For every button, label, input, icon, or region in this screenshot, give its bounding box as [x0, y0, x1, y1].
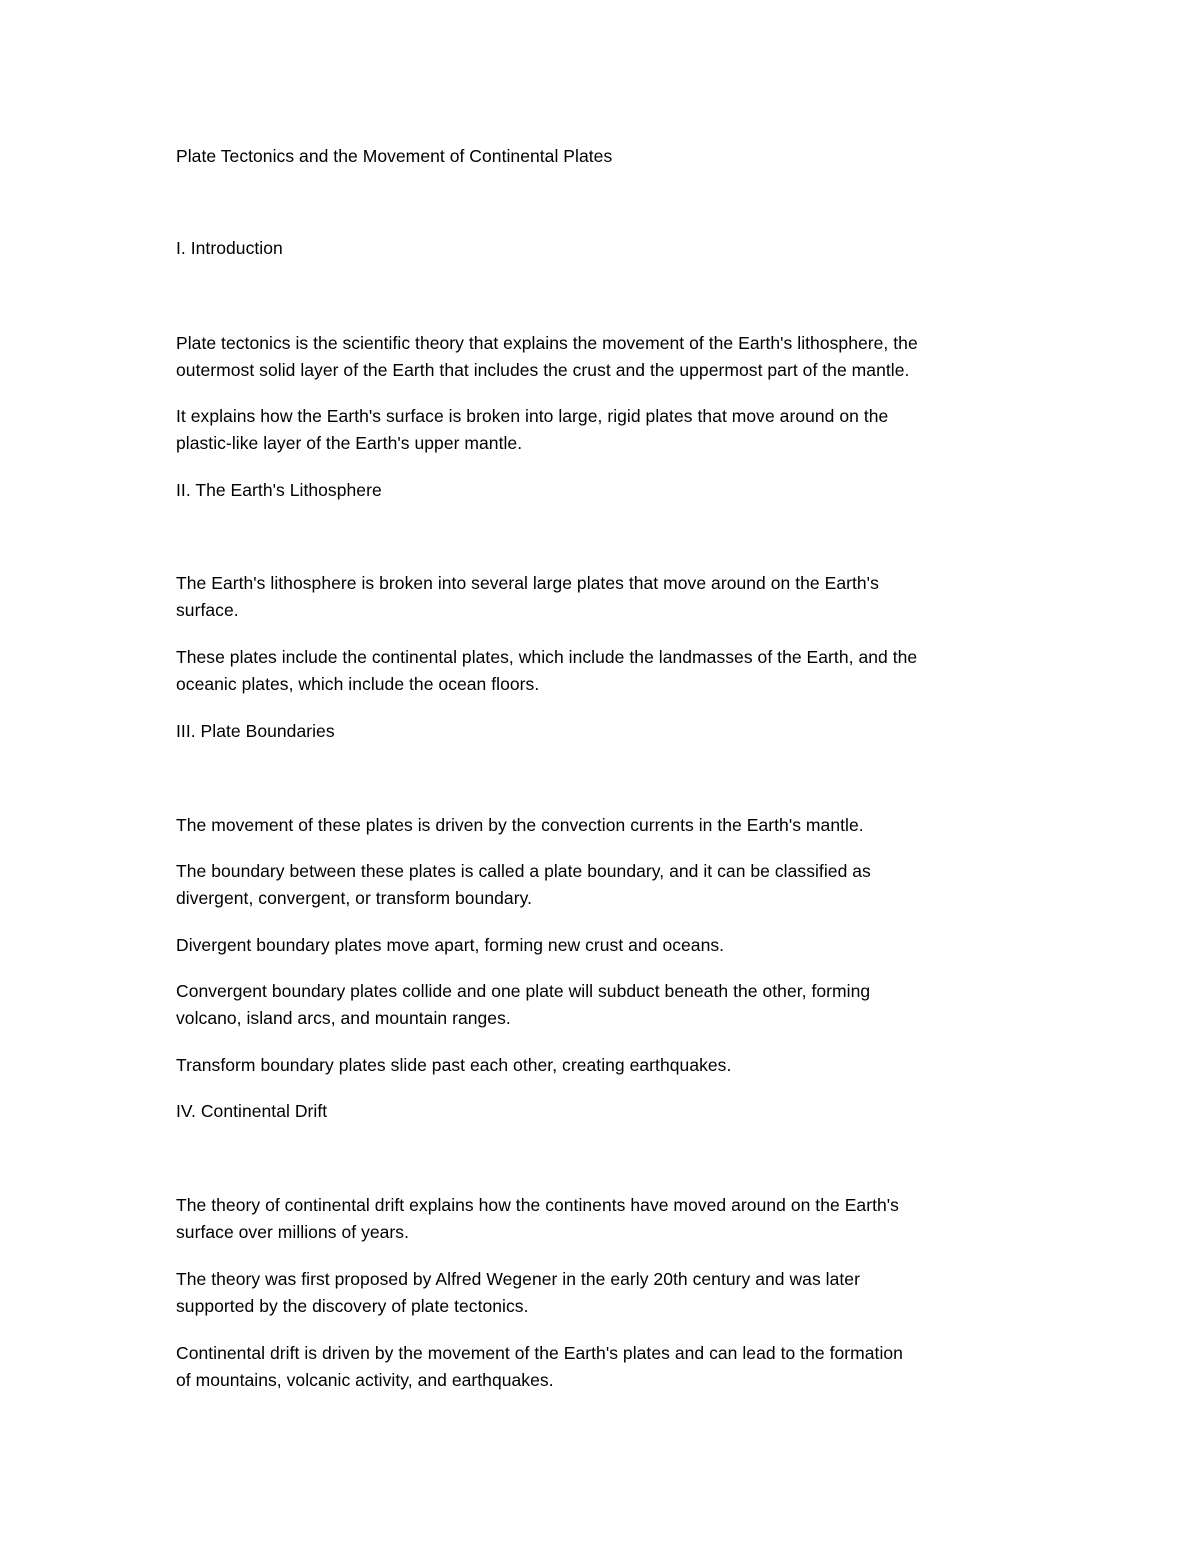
paragraph-line: Plate tectonics is the scientific theory that explains the movement of the Earth's lithosphere, the [176, 333, 918, 353]
section-heading-introduction: I. Introduction [176, 238, 283, 258]
document-title: Plate Tectonics and the Movement of Continental Plates [176, 146, 613, 166]
section-heading-lithosphere: II. The Earth's Lithosphere [176, 480, 382, 500]
section-heading-plate-boundaries: III. Plate Boundaries [176, 721, 335, 741]
paragraph-line: These plates include the continental plates, which include the landmasses of the Earth, and the [176, 647, 918, 667]
paragraph-line: surface over millions of years. [176, 1222, 410, 1242]
paragraph-line: Convergent boundary plates collide and one plate will subduct beneath the other, forming [176, 981, 871, 1001]
paragraph-line: oceanic plates, which include the ocean floors. [176, 674, 540, 694]
paragraph-line: The movement of these plates is driven by the convection currents in the Earth's mantle. [176, 815, 864, 835]
section-heading-continental-drift: IV. Continental Drift [176, 1101, 328, 1121]
paragraph-line: The theory of continental drift explains how the continents have moved around on the Earth's [176, 1195, 899, 1215]
paragraph-line: outermost solid layer of the Earth that includes the crust and the uppermost part of the mantle. [176, 360, 910, 380]
paragraph-line: divergent, convergent, or transform boundary. [176, 888, 533, 908]
paragraph-line: The theory was first proposed by Alfred Wegener in the early 20th century and was later [176, 1269, 860, 1289]
paragraph-line: supported by the discovery of plate tectonics. [176, 1296, 529, 1316]
paragraph-line: surface. [176, 600, 239, 620]
paragraph-line: of mountains, volcanic activity, and earthquakes. [176, 1370, 554, 1390]
paragraph-line: Divergent boundary plates move apart, forming new crust and oceans. [176, 935, 725, 955]
paragraph-line: It explains how the Earth's surface is broken into large, rigid plates that move around on the [176, 406, 889, 426]
paragraph-line: The boundary between these plates is called a plate boundary, and it can be classified as [176, 861, 871, 881]
paragraph-line: Transform boundary plates slide past each other, creating earthquakes. [176, 1055, 732, 1075]
paragraph-line: volcano, island arcs, and mountain ranges. [176, 1008, 511, 1028]
paragraph-line: plastic-like layer of the Earth's upper mantle. [176, 433, 523, 453]
paragraph-line: Continental drift is driven by the movement of the Earth's plates and can lead to the formation [176, 1343, 903, 1363]
paragraph-line: The Earth's lithosphere is broken into several large plates that move around on the Earth's [176, 573, 879, 593]
